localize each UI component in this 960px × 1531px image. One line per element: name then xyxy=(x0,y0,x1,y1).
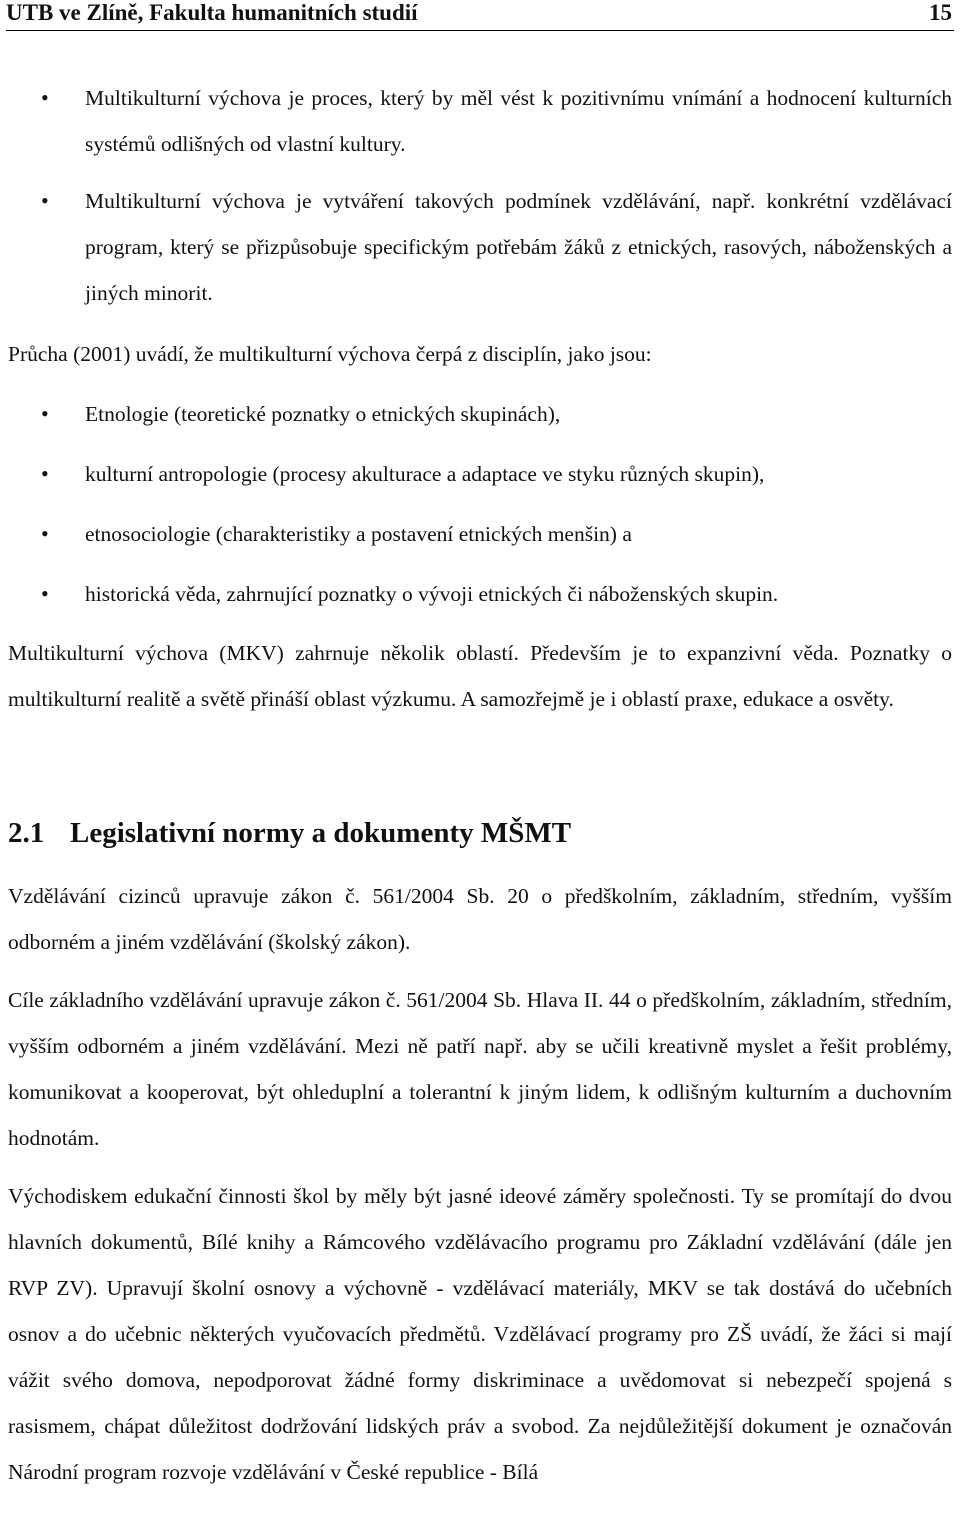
paragraph-documents xyxy=(8,1173,952,1495)
discipline-bullet-3 xyxy=(8,511,952,557)
list-item xyxy=(8,178,952,316)
bullet-icon: • xyxy=(41,461,49,486)
page-number: 15 xyxy=(929,0,952,25)
mkv-paragraph xyxy=(8,630,952,722)
bullet-icon: • xyxy=(41,188,49,213)
intro-bullet-list xyxy=(8,75,952,167)
list-item xyxy=(8,451,952,497)
discipline-bullet-1 xyxy=(8,391,952,437)
intro-bullet-list-2 xyxy=(8,178,952,316)
section-number: 2.1 xyxy=(8,817,45,849)
prucha-intro-paragraph xyxy=(8,331,952,377)
section-heading xyxy=(8,808,571,858)
bullet-icon: • xyxy=(41,85,49,110)
discipline-bullet-2 xyxy=(8,451,952,497)
paragraph-text: Východiskem edukační činnosti škol by měly být jasné ideové záměry společnosti. Ty se promítají do dvou hlavních dokumentů, Bílé knihy a Rámcového vzdělávacího programu pro Základní vzdělávání (dále jen RVP ZV). Upravují školní osnovy a výchovně - vzdělávací materiály, MKV se tak dostává do učebních osnov a do učebnic některých vyučovacích předmětů. Vzdělávací programy pro ZŠ uvádí, že žáci si mají vážit svého domova, nepodporovat žádné formy diskriminace a uvědomovat si nebezpečí spojená s rasismem, chápat důležitost dodržování lidských práv a svobod. Za nejdůležitější dokument je označován Národní program rozvoje vzdělávání v České republice - Bílá xyxy=(8,1184,952,1484)
section-title: Legislativní normy a dokumenty MŠMT xyxy=(70,817,572,849)
bullet-icon: • xyxy=(41,521,49,546)
list-item-text: kulturní antropologie (procesy akulturace a adaptace ve styku různých skupin), xyxy=(85,462,765,486)
bullet-icon: • xyxy=(41,581,49,606)
paragraph-text: Průcha (2001) uvádí, že multikulturní výchova čerpá z disciplín, jako jsou: xyxy=(8,342,652,366)
list-item xyxy=(8,75,952,167)
paragraph-goals xyxy=(8,977,952,1161)
paragraph-text: Vzdělávání cizinců upravuje zákon č. 561/2004 Sb. 20 o předškolním, základním, středním, vyšším odborném a jiném vzdělávání (školský zákon). xyxy=(8,884,952,954)
list-item xyxy=(8,511,952,557)
list-item-text: Multikulturní výchova je vytváření takových podmínek vzdělávání, např. konkrétní vzdělávací program, který se přizpůsobuje specifickým potřebám žáků z etnických, rasových, náboženských a jiných minorit. xyxy=(85,189,952,305)
page-header xyxy=(6,0,954,31)
discipline-bullet-4 xyxy=(8,571,952,617)
list-item xyxy=(8,571,952,617)
list-item-text: historická věda, zahrnující poznatky o vývoji etnických či náboženských skupin. xyxy=(85,582,779,606)
list-item xyxy=(8,391,952,437)
bullet-icon: • xyxy=(41,401,49,426)
paragraph-law-foreigners xyxy=(8,873,952,965)
list-item-text: Multikulturní výchova je proces, který by měl vést k pozitivnímu vnímání a hodnocení kulturních systémů odlišných od vlastní kultury. xyxy=(85,86,952,156)
list-item-text: etnosociologie (charakteristiky a postavení etnických menšin) a xyxy=(85,522,632,546)
list-item-text: Etnologie (teoretické poznatky o etnických skupinách), xyxy=(85,402,561,426)
paragraph-text: Cíle základního vzdělávání upravuje zákon č. 561/2004 Sb. Hlava II. 44 o předškolním, základním, středním, vyšším odborném a jiném vzdělávání. Mezi ně patří např. aby se učili kreativně myslet a řešit problémy, komunikovat a kooperovat, být ohleduplní a tolerantní k jiným lidem, k odlišným kulturním a duchovním hodnotám. xyxy=(8,988,952,1150)
paragraph-text: Multikulturní výchova (MKV) zahrnuje několik oblastí. Především je to expanzivní věda. Poznatky o multikulturní realitě a světě přináší oblast výzkumu. A samozřejmě je i oblastí praxe, edukace a osvěty. xyxy=(8,641,952,711)
header-title: UTB ve Zlíně, Fakulta humanitních studií xyxy=(6,0,418,25)
